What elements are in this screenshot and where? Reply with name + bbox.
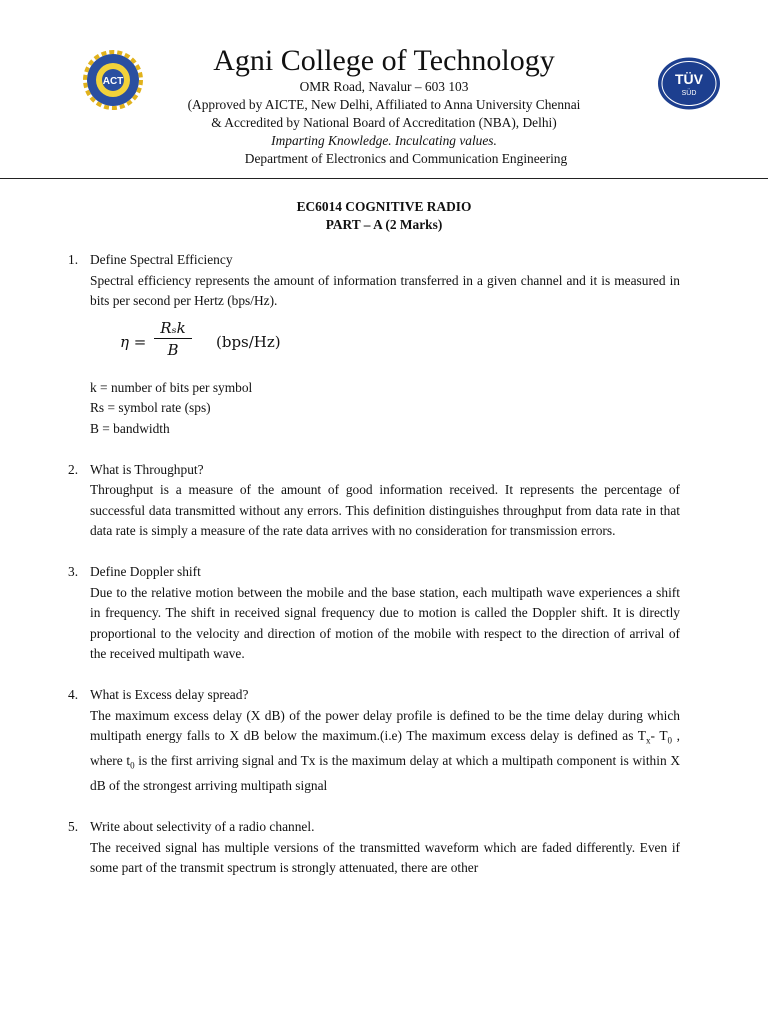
svg-text:TÜV: TÜV [675, 71, 703, 87]
answer-text-part: - T [650, 728, 668, 743]
question-number: 4. [68, 687, 79, 702]
answer-text: Due to the relative motion between the mobile and the base station, each multipath wave experiences a shift in frequency. The shift in received signal frequency due to motion is called the Doppler shift. It is directly proportional to the velocity and direction of motion of the mobile with respect to the direction of arrival of the received multipath wave. [90, 584, 680, 661]
question-item [68, 562, 680, 665]
answer-text-part: , where t [90, 728, 680, 769]
question-list [68, 250, 680, 899]
question-title: What is Excess delay spread? [90, 687, 249, 702]
question-item [68, 817, 680, 879]
formula-unit: (bps/Hz) [216, 332, 281, 351]
definition-line: B = bandwidth [90, 420, 170, 436]
college-address: OMR Road, Navalur – 603 103 [299, 79, 469, 94]
spectral-efficiency-formula [90, 312, 680, 382]
tuv-certification-logo [656, 55, 722, 112]
answer-text: Spectral efficiency represents the amount of information transferred in a given channel and it is measured in bits per second per Hertz (bps/Hz). [90, 272, 680, 308]
question-title: Define Doppler shift [90, 564, 201, 579]
course-title: EC6014 COGNITIVE RADIO [296, 199, 472, 214]
question-item [68, 250, 680, 439]
letterhead [0, 0, 768, 176]
answer-text-part: The maximum excess delay (X dB) of the power delay profile is defined to be the time delay during which multipath energy falls to X dB below the maximum.(i.e) The maximum excess delay is defined as T [90, 707, 680, 743]
question-item [68, 460, 680, 542]
question-number: 2. [68, 461, 79, 477]
subscript: x [645, 735, 651, 746]
question-item [68, 685, 680, 797]
answer-text: The received signal has multiple versions of the transmitted waveform which are faded differently. Even if some part of the transmit spectrum is strongly attenuated, there are other [90, 839, 680, 876]
question-number: 3. [68, 564, 79, 579]
formula-fraction [154, 318, 192, 361]
motto: Imparting Knowledge. Inculcating values. [271, 133, 497, 148]
question-number: 1. [68, 252, 79, 267]
subscript: 0 [667, 735, 673, 746]
department-name: Department of Electronics and Communication Engineering [244, 151, 568, 166]
variable-definitions [90, 378, 680, 440]
definition-line: Rs = symbol rate (sps) [90, 400, 211, 415]
header-divider [0, 178, 768, 179]
formula-numerator: Rₛk [154, 318, 192, 339]
question-title: Define Spectral Efficiency [90, 252, 233, 267]
approval-line: (Approved by AICTE, New Delhi, Affiliated to Anna University Chennai [187, 97, 581, 112]
subscript: 0 [130, 760, 135, 771]
question-title: What is Throughput? [90, 461, 204, 477]
college-name: Agni College of Technology [213, 44, 555, 77]
accreditation-line: & Accredited by National Board of Accreditation (NBA), Delhi) [211, 115, 557, 130]
svg-text:SÜD: SÜD [681, 90, 697, 97]
question-title: Write about selectivity of a radio channel. [90, 819, 315, 835]
question-number: 5. [68, 819, 79, 835]
formula-denominator: B [167, 340, 179, 359]
part-title: PART – A (2 Marks) [325, 217, 443, 232]
answer-text-part: is the first arriving signal and Tx is the maximum delay at which a multipath component is within X dB of the strongest arriving multipath signal [90, 753, 680, 794]
answer-text [90, 706, 680, 797]
svg-text:ACT: ACT [102, 76, 124, 87]
definition-line: k = number of bits per symbol [90, 379, 253, 395]
formula-lhs: η = [120, 332, 147, 351]
answer-text: Throughput is a measure of the amount of good information received. It represents the percentage of successful data transmitted without any errors. This definition distinguishes throughput from data rate in that data rate is simply a measure of the rate data arrives with no consideration for transmission errors. [90, 482, 680, 538]
